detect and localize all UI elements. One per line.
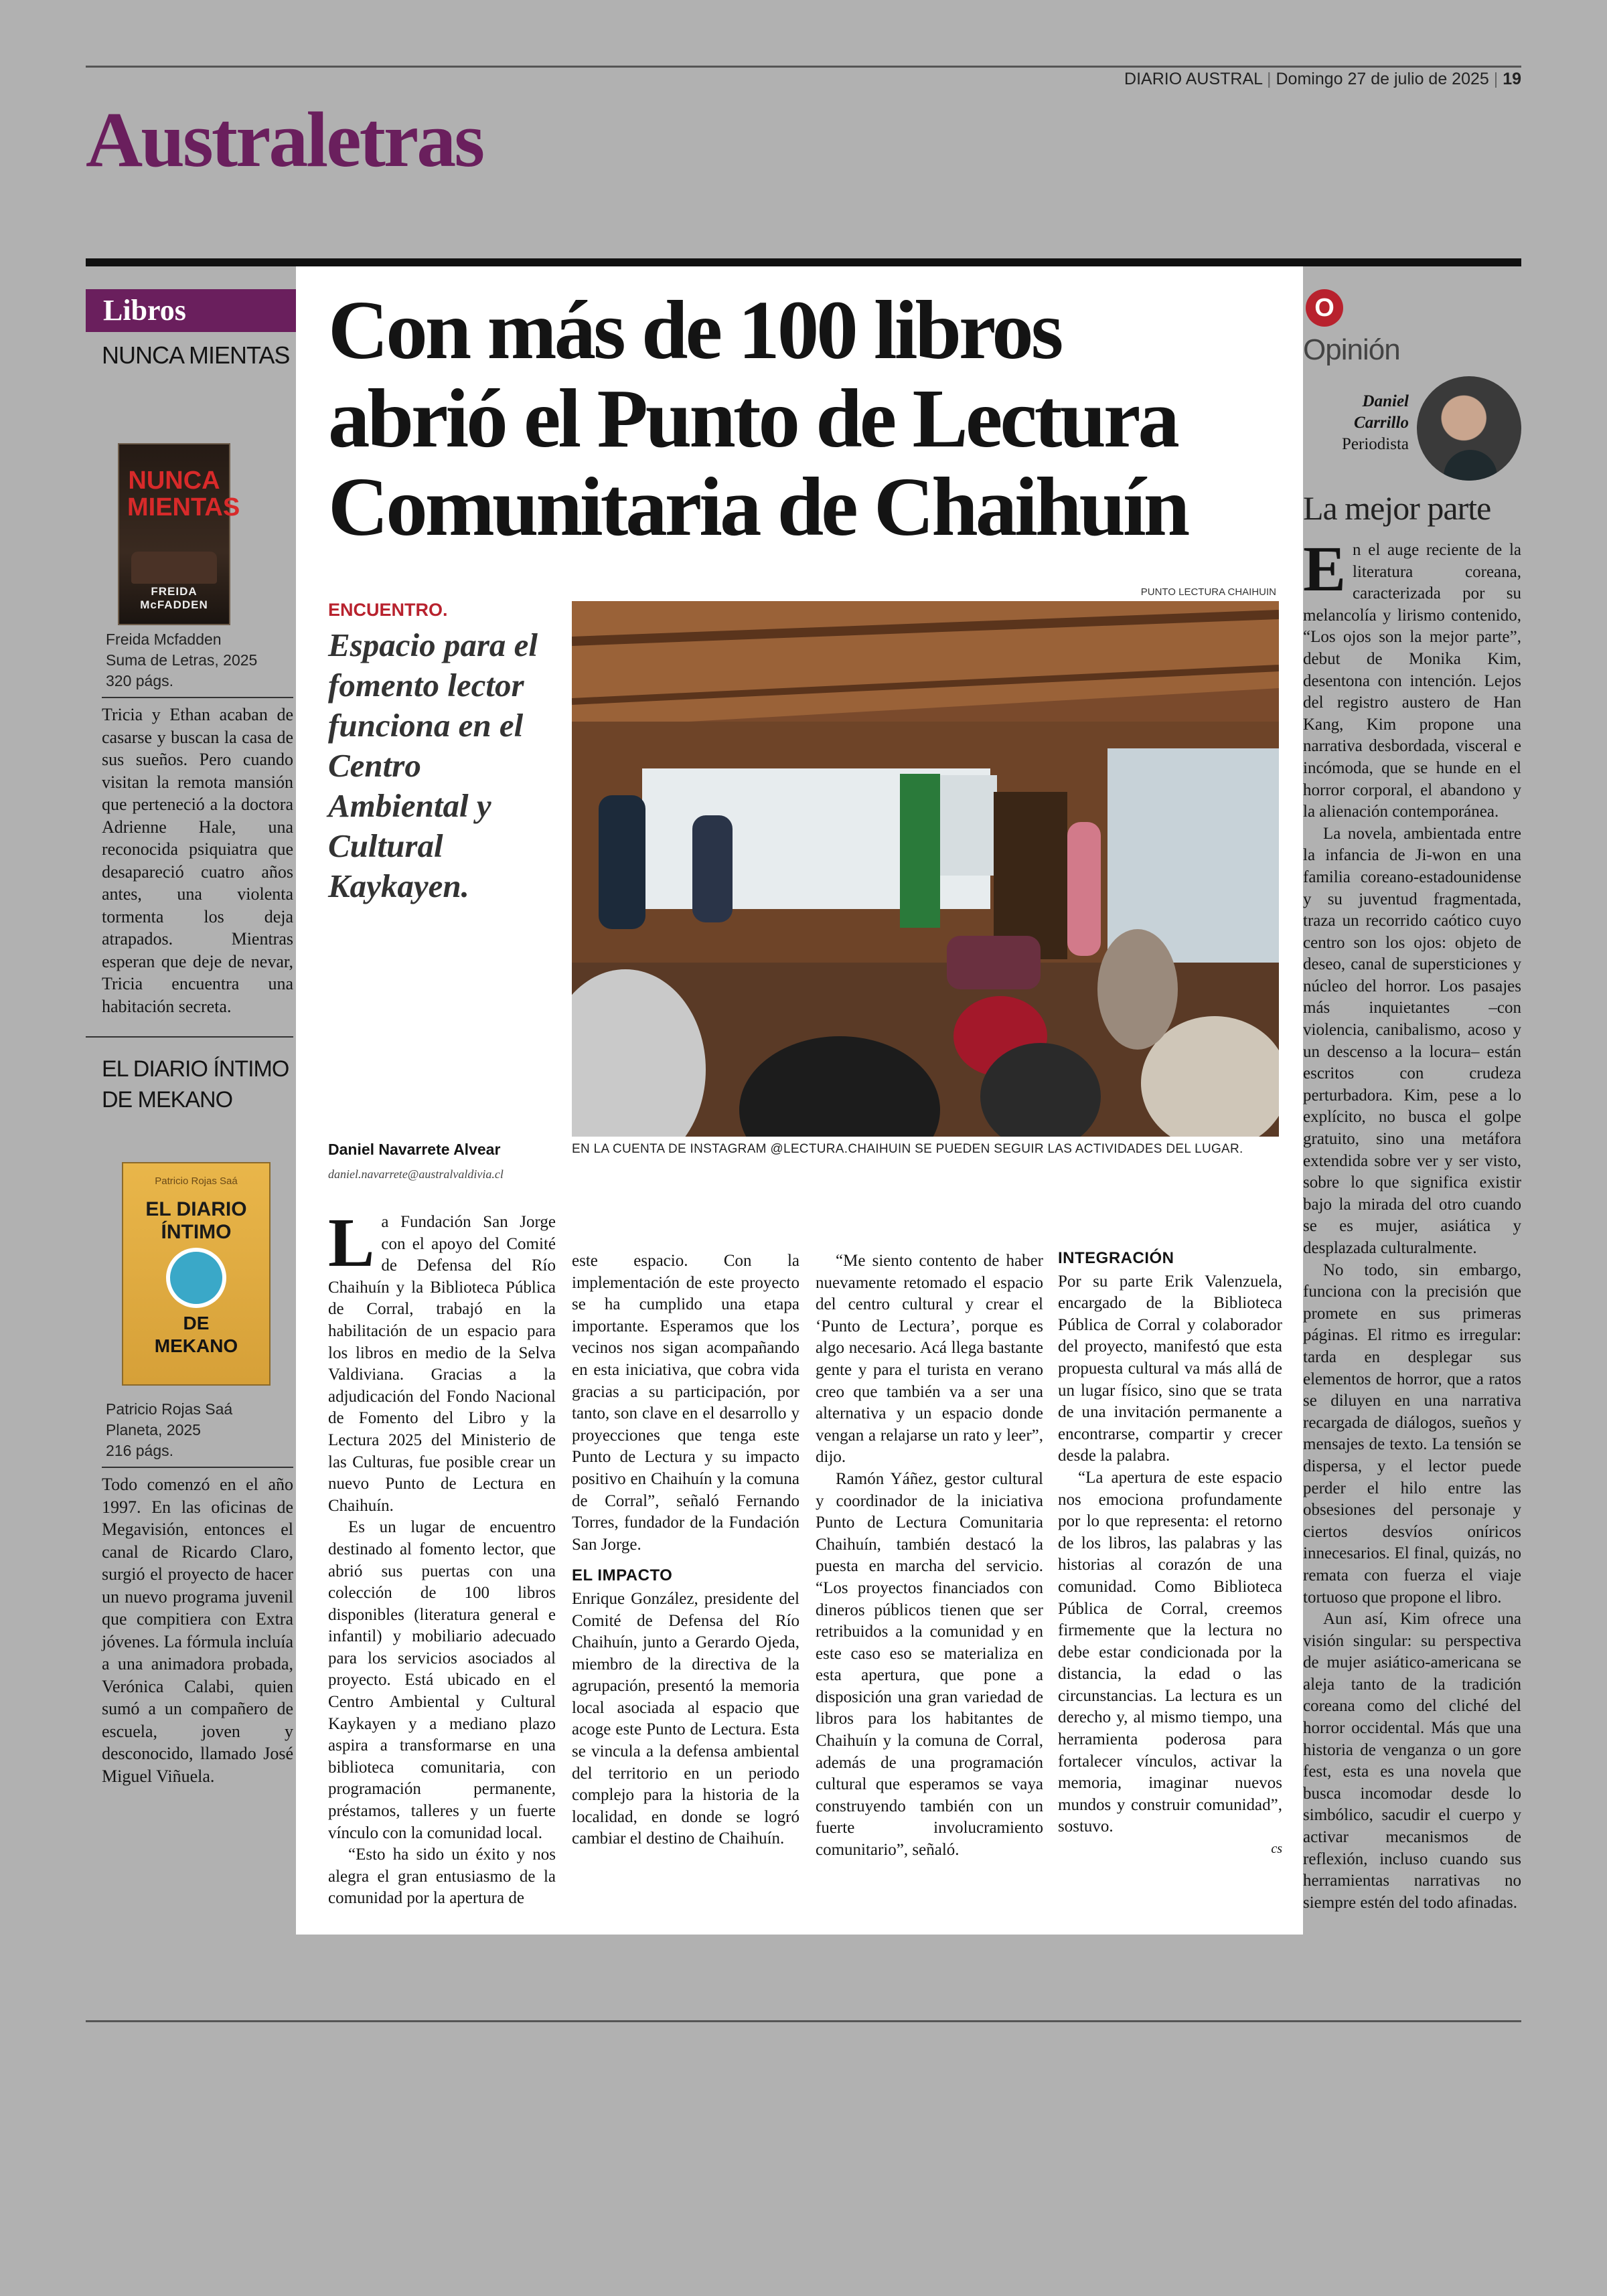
headline: Con más de 100 libros abrió el Punto de Lectura Comunitaria de Chaihuín [328, 284, 1188, 554]
book2-cover [123, 1163, 269, 1384]
bottom-rule [86, 2020, 1521, 2022]
section-title: Australetras [86, 96, 483, 183]
author-role: Periodista [1342, 435, 1409, 453]
book1-author: Freida Mcfadden [106, 631, 222, 648]
libros-column [86, 289, 293, 1787]
top-rule [86, 66, 1521, 68]
byline-email: daniel.navarrete@australvaldivia.cl [328, 1167, 504, 1181]
book2-title: EL DIARIO ÍNTIMO DE MEKANO [102, 1056, 289, 1113]
book2-cover-subtitle: DE MEKANO [154, 1313, 238, 1356]
paper-name: DIARIO AUSTRAL [1124, 70, 1263, 88]
sofa-illustration [131, 552, 217, 584]
book1-cover [119, 444, 240, 624]
book1-title: NUNCA MIENTAS [102, 341, 290, 369]
book1-pages: 320 págs. [106, 672, 174, 689]
book1-cover-author: FREIDA McFADDEN [140, 585, 208, 611]
byline: Daniel Navarrete Alvear [328, 1141, 501, 1158]
book1-publisher: Suma de Letras, 2025 [106, 651, 258, 669]
book2-blurb: Todo comenzó en el año 1997. En las oficinas de Megavisión, entonces el canal de Ricardo Claro, surgió el proyecto de hacer un nuevo programa juvenil que compitiera con Extra jóvenes. La fórmula incluía a una animadora probada, Verónica Calabi, quien sumó a un compañero de escuela, joven y desconocido, llamado José Miguel Viñuela. [102, 1475, 293, 1786]
opinion-title: La mejor parte [1303, 489, 1491, 527]
body-col-3: “Me siento contento de haber nuevamente retomado el espacio del centro cultural y crear el ‘Punto de Lectura’, porque es algo necesario. Acá llega bastante gente y para el turista en verano creo que también va a ser una alternativa y un espacio donde vengan a relajarse un rato y leer”, dijo. Ramón Yáñez, gestor cultural y coordinador de la iniciativa Punto de Lectura Comunitaria Chaihuín, también destacó la puesta en marcha del servicio. “Los proyectos financiados con dineros públicos tienen que ser retribuidos a la comunidad y en este caso eso se materializa en esta apertura, que pone a disposición una gran variedad de libros para los habitantes de Chaihuín y la comuna de Corral, además de una programación cultural que esperamos se vaya construyendo también con un fuerte involucramiento comunitario”, señaló. [816, 1252, 1043, 1860]
page-number: 19 [1503, 70, 1521, 88]
end-mark: cs [1271, 1841, 1282, 1857]
book2-publisher: Planeta, 2025 [106, 1421, 201, 1439]
book2-cover-title: EL DIARIO ÍNTIMO [145, 1198, 247, 1243]
opinion-author [1303, 376, 1521, 486]
photo-illustration [572, 601, 1279, 1137]
section-rule [86, 258, 1521, 266]
body-col-2: este espacio. Con la implementación de este proyecto se ha cumplido una etapa importante. Esperamos que los vecinos nos sigan acompañando en esta iniciativa, que cobra vida gracias a su participación, por tanto, son clave en el desarrollo y proyecciones que tenga este Punto de Lectura y su impacto positivo en Chaihuín y la comuna de Corral”, señaló Fernando Torres, fundador de la Fundación San Jorge. EL IMPACTO Enrique González, presidente del Comité de Defensa del Río Chaihuín, junto a Gerardo Ojeda, miembro de la directiva de la agrupación, presentó la memoria local asociada al espacio que acoge este Punto de Lectura. Esta se vincula a la defensa ambiental del territorio en un periodo complejo para la historia de la localidad, en donde se logró cambiar el destino de Chaihuín. [572, 1252, 799, 1848]
opinion-dropcap: E [1303, 533, 1347, 604]
photo-credit: PUNTO LECTURA CHAIHUIN [1140, 586, 1276, 598]
photo-caption: EN LA CUENTA DE INSTAGRAM @LECTURA.CHAIHUIN SE PUEDEN SEGUIR LAS ACTIVIDADES DEL LUGAR. [572, 1142, 1243, 1156]
article [296, 266, 1303, 1935]
opinion-label: Opinión [1303, 333, 1400, 366]
body-col-4: INTEGRACIÓN Por su parte Erik Valenzuela, encargado de la Biblioteca Pública de Corral y colaborador del proyecto, manifestó que esta propuesta cultural va más allá de un lugar físico, sino que se trata de una invitación permanente a encontrarse, compartir y crecer desde la palabra. “La apertura de este espacio nos emociona profundamente por lo que representa: el retorno de los libros, las palabras y las historias al corazón de una comunidad. Como Biblioteca Pública de Corral, creemos firmemente que la lectura no debe estar condicionada por la distancia, la edad o las circunstancias. La lectura es un derecho y, al mismo tiempo, una herramienta poderosa para fortalecer vínculos, activar la memoria, imaginar nuevos mundos y construir comunidad”, sostuvo. cs [1058, 1250, 1282, 1860]
opinion-body: E n el auge reciente de la literatura coreana, caracterizada por su melancolía y lirismo contenido, “Los ojos son la mejor parte”, debut de Monika Kim, desentona con intención. Lejos del registro austero de Han Kang, Kim propone una narrativa desbordada, visceral e incómoda, que se hunde en el horror corporal, el abandono y la alienación contemporánea. La novela, ambientada entre la infancia de Ji-won en una familia coreano-estadounidense y su juventud fragmentada, traza un recorrido caótico cuyo centro son los ojos: objeto de deseo, canal de supersticiones y núcleo del horror. Los pasajes más inquietantes –con violencia, canibalismo, acoso y un descenso a la locura– están escritos con crudeza perturbadora. Kim, pese a lo explícito, no busca el golpe gratuito, sino una metáfora extendida sobre ver y ser visto, sobre lo que significa existir bajo la mirada del otro cuando se es mujer, asiática y desplazada culturalmente. No todo, sin embargo, funciona con la precisión que promete en sus primeras páginas. El ritmo es irregular: tarda en desplegar sus elementos de horror, que a ratos se diluyen en una narrativa recargada de diálogos, sueños y mensajes de texto. La tensión se dispersa, y el lector puede perder el hilo entre las obsesiones del personaje y ciertos desvíos oníricos innecesarios. El final, quizás, no remata con fuerza el viaje tortuoso que propone el libro. Aun así, Kim ofrece una visión singular: su perspectiva de mujer asiático-americana se aleja tanto de la tradición coreana como del cliché del horror occidental. Más que una historia de venganza o un gore fest, esta es una novela que busca incomodar desde lo simbólico, sacudir el cuerpo y activar mecanismos de reflexión, incluso cuando sus herramientas narrativas no siempre estén del todo afinadas. [1303, 533, 1521, 1912]
author-first: Daniel [1362, 392, 1409, 410]
article-photo [572, 601, 1279, 1137]
libros-tag: Libros [86, 289, 301, 332]
book2-meta [106, 1399, 293, 1461]
book1-cover-title: NUNCA MIENTAS [127, 467, 240, 521]
book1-meta [106, 629, 293, 691]
opinion-badge: O [1306, 289, 1343, 327]
kicker: ENCUENTRO. [328, 600, 448, 620]
author-last: Carrillo [1354, 414, 1409, 432]
book2-author: Patricio Rojas Saá [106, 1400, 233, 1418]
author-avatar [1417, 376, 1521, 481]
book1-blurb: Tricia y Ethan acaban de casarse y buscan la casa de sus sueños. Pero cuando visitan la remota mansión que perteneció a la doctora Adrienne Hale, una reconocida psiquiatra que desapareció cuatro años antes, una violenta tormenta los deja atrapados. Mientras esperan que deje de nevar, Tricia encuentra una habitación secreta. [102, 705, 293, 1016]
opinion-column [1303, 289, 1521, 1914]
body-col-1: L a Fundación San Jorge con el apoyo del Comité de Defensa del Río Chaihuín y la Biblioteca Pública de Corral, trabajó en la habilitación de un espacio para los libros en medio de la Selva Valdiviana. Gracias a la adjudicación del Fondo Nacional de Fomento del Libro y la Lectura 2025 del Ministerio de las Culturas, fue posible crear un nuevo Punto de Lectura en Chaihuín. Es un lugar de encuentro destinado al fomento lector, que abrió sus puertas con una colección de 100 libros disponibles (literatura general e infantil) y mobiliario adecuado para los servicios asociados al proyecto. Está ubicado en el Centro Ambiental y Cultural Kaykayen y a mediano plazo aspira a transformarse en una biblioteca comunitaria, con programación permanente, préstamos, talleres y un fuerte vínculo con la comunidad local. “Esto ha sido un éxito y nos alegra el gran entusiasmo de la comunidad por la apertura de [328, 1204, 556, 1908]
page-header: DIARIO AUSTRAL | Domingo 27 de julio de 2025 | 19 [1124, 70, 1521, 88]
k-logo [170, 1252, 222, 1304]
book2-cover-author: Patricio Rojas Saá [155, 1175, 238, 1187]
page-date: Domingo 27 de julio de 2025 [1276, 70, 1489, 88]
subhead-impacto: EL IMPACTO [572, 1566, 673, 1585]
subhead-integracion: INTEGRACIÓN [1058, 1249, 1174, 1267]
deck: Espacio para el fomento lector funciona en el Centro Ambiental y Cultural Kaykayen. [328, 627, 538, 904]
dropcap: L [328, 1204, 375, 1281]
book2-pages: 216 págs. [106, 1442, 174, 1459]
